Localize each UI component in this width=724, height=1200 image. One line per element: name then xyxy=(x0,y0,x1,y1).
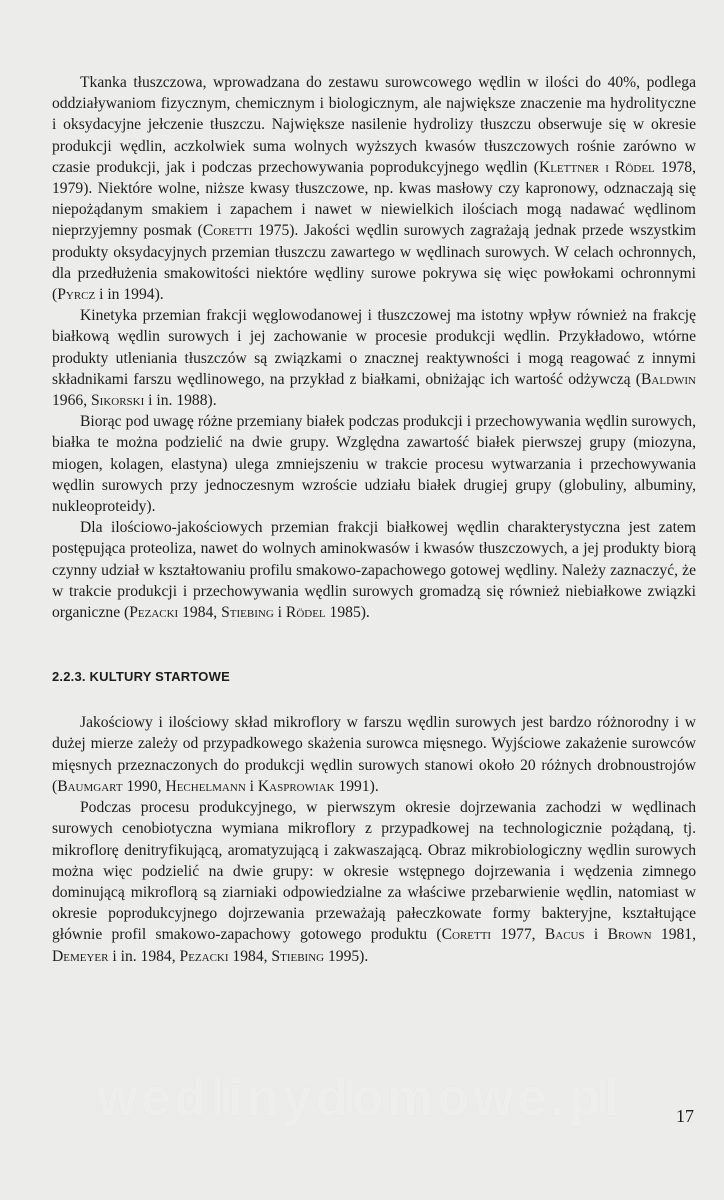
author-citation: Stiebing xyxy=(271,947,325,965)
author-citation: Sikorski xyxy=(90,392,145,410)
paragraph-text: i xyxy=(584,926,608,944)
author-citation: Pezacki xyxy=(179,947,229,965)
paragraph xyxy=(52,517,696,623)
paragraph-text: i in. 1988). xyxy=(144,392,217,410)
paragraph-text: Tkanka tłuszczowa, wprowadzana do zestawu surowcowego wędlin w ilości do 40%, podlega oddziaływaniom fizycznym, chemicznym i biologicznym, ale największe znaczenie ma hydrolityczne i oksydacyjne jełczenie tłuszczu. Największe nasilenie hydrolizy tłuszczu obserwuje się w okresie produkcji wędlin, aczkolwiek suma wolnych wyższych kwasów tłuszczowych rośnie zarówno w czasie produkcji, jak i podczas przechowywania poprodukcyjnego wędlin ( xyxy=(52,74,696,176)
paragraph-text: Podczas procesu produkcyjnego, w pierwszym okresie dojrzewania zachodzi w wędlinach surowych cenobiotyczna wymiana mikroflory z przypadkowej na technologicznie pożądaną, tj. mikroflorę denitryfikującą, aromatyzującą i zakwaszającą. Obraz mikrobiologiczny wędlin surowych można więc podzielić na dwie grupy: w okresie wstępnego dojrzewania i wędzenia zimnego dominującą mikroflorą są ziarniaki odpowiedzialne za właściwe przebarwienie wędlin, natomiast w okresie poprodukcyjnego dojrzewania przeważają pałeczkowate formy bakteryjne, kształtujące głównie profil smakowo-zapachowy gotowego produktu ( xyxy=(52,799,696,944)
author-citation: Hechelmann xyxy=(165,777,246,795)
paragraph xyxy=(52,411,696,517)
paragraph-text: 1977, xyxy=(491,926,545,944)
paragraph-text: i in 1994). xyxy=(95,286,164,304)
paragraph-text: 1984, xyxy=(178,604,222,622)
paragraph xyxy=(52,712,696,797)
text-block-after-heading xyxy=(52,712,696,966)
paragraph-text: 1991). xyxy=(334,777,379,795)
paragraph-text: 1966, xyxy=(52,392,91,410)
paragraph-text: 1995). xyxy=(324,947,369,965)
author-citation: Baumgart xyxy=(57,777,123,795)
author-citation: Baldwin xyxy=(641,370,696,388)
paragraph-text: Jakościowy i ilościowy skład mikroflory w farszu wędlin surowych jest bardzo różnorodny i w dużej mierze zależy od przypadkowego skażenia surowca mięsnego. Wyjściowe zakażenie surowców mięsnych przeznaczonych do produkcji wędlin surowych stanowi około 20 różnych drobnoustrojów ( xyxy=(52,714,696,795)
watermark: wedlinydomowe.pl xyxy=(96,1069,624,1127)
author-citation: Demeyer xyxy=(52,947,109,965)
paragraph-text: 1981, xyxy=(651,926,696,944)
paragraph-text: 1990, xyxy=(122,777,166,795)
paragraph-text: Kinetyka przemian frakcji węglowodanowej i tłuszczowej ma istotny wpływ również na frakcję białkową wędlin surowych i jej zachowanie w procesie produkcji wędlin. Przykładowo, wtórne produkty utleniania tłuszczów są związkami o znacznej reaktywności i mogą reagować z innymi składnikami farszu wędlinowego, na przykład z białkami, obniżając ich wartość odżywczą ( xyxy=(52,307,696,388)
author-citation: Pezacki xyxy=(129,604,179,622)
author-citation: Klettner i Rödel xyxy=(538,158,655,176)
author-citation: Rödel xyxy=(285,604,326,622)
author-citation: Coretti xyxy=(202,222,253,240)
paragraph-text: i xyxy=(273,604,286,622)
author-citation: Pyrcz xyxy=(57,286,96,304)
paragraph-text: i in. 1984, xyxy=(108,947,180,965)
author-citation: Bacus xyxy=(544,926,585,944)
paragraph-text: 1978, 1979). Niektóre wolne, niższe kwasy tłuszczowe, np. kwas masłowy czy kapronowy, odznaczają się niepożądanym smakiem i zapachem i nawet w niewielkich ilościach mogą nadawać wędlinom nieprzyjemny posmak ( xyxy=(52,158,696,240)
page-number: 17 xyxy=(676,1106,694,1126)
text-block-before-heading xyxy=(52,72,696,623)
paragraph xyxy=(52,72,696,305)
author-citation: Coretti xyxy=(441,926,492,944)
page-content xyxy=(52,72,696,967)
paragraph-text: 1984, xyxy=(228,947,272,965)
paragraph-text: 1975). Jakości wędlin surowych zagrażają jednak przede wszystkim produkty oksydacyjnych przemian tłuszczu zawartego w wędlinach surowych. W celach ochronnych, dla przedłużenia smakowitości niektóre wędliny surowe pokrywa się więc powłokami ochronnymi ( xyxy=(52,222,696,304)
author-citation: Stiebing xyxy=(221,604,274,622)
author-citation: Kasprowiak xyxy=(257,777,335,795)
paragraph xyxy=(52,305,696,411)
paragraph-text: Biorąc pod uwagę różne przemiany białek podczas produkcji i przechowywania wędlin surowych, białka te można podzielić na dwie grupy. Względna zawartość białek pierwszej grupy (miozyna, miogen, kolagen, elastyna) ulega zmniejszeniu w trakcie procesu wytwarzania i przechowywania wędlin surowych przy jednoczesnym wzroście udziału białek drugiej grupy (globuliny, albuminy, nukleoproteidy). xyxy=(52,413,696,516)
author-citation: Brown xyxy=(607,926,652,944)
paragraph-text: Dla ilościowo-jakościowych przemian frakcji białkowej wędlin charakterystyczna jest zatem postępująca proteoliza, nawet do wolnych aminokwasów i kwasów tłuszczowych, a jej produkty biorą czynny udział w kształtowaniu profilu smakowo-zapachowego gotowej wędliny. Należy zaznaczyć, że w trakcie produkcji i przechowywania wędlin surowych gromadzą się również niebiałkowe związki organiczne ( xyxy=(52,519,696,622)
section-heading: 2.2.3. KULTURY STARTOWE xyxy=(52,669,230,685)
paragraph xyxy=(52,797,696,967)
paragraph-text: i xyxy=(245,777,258,795)
paragraph-text: 1985). xyxy=(325,604,370,622)
